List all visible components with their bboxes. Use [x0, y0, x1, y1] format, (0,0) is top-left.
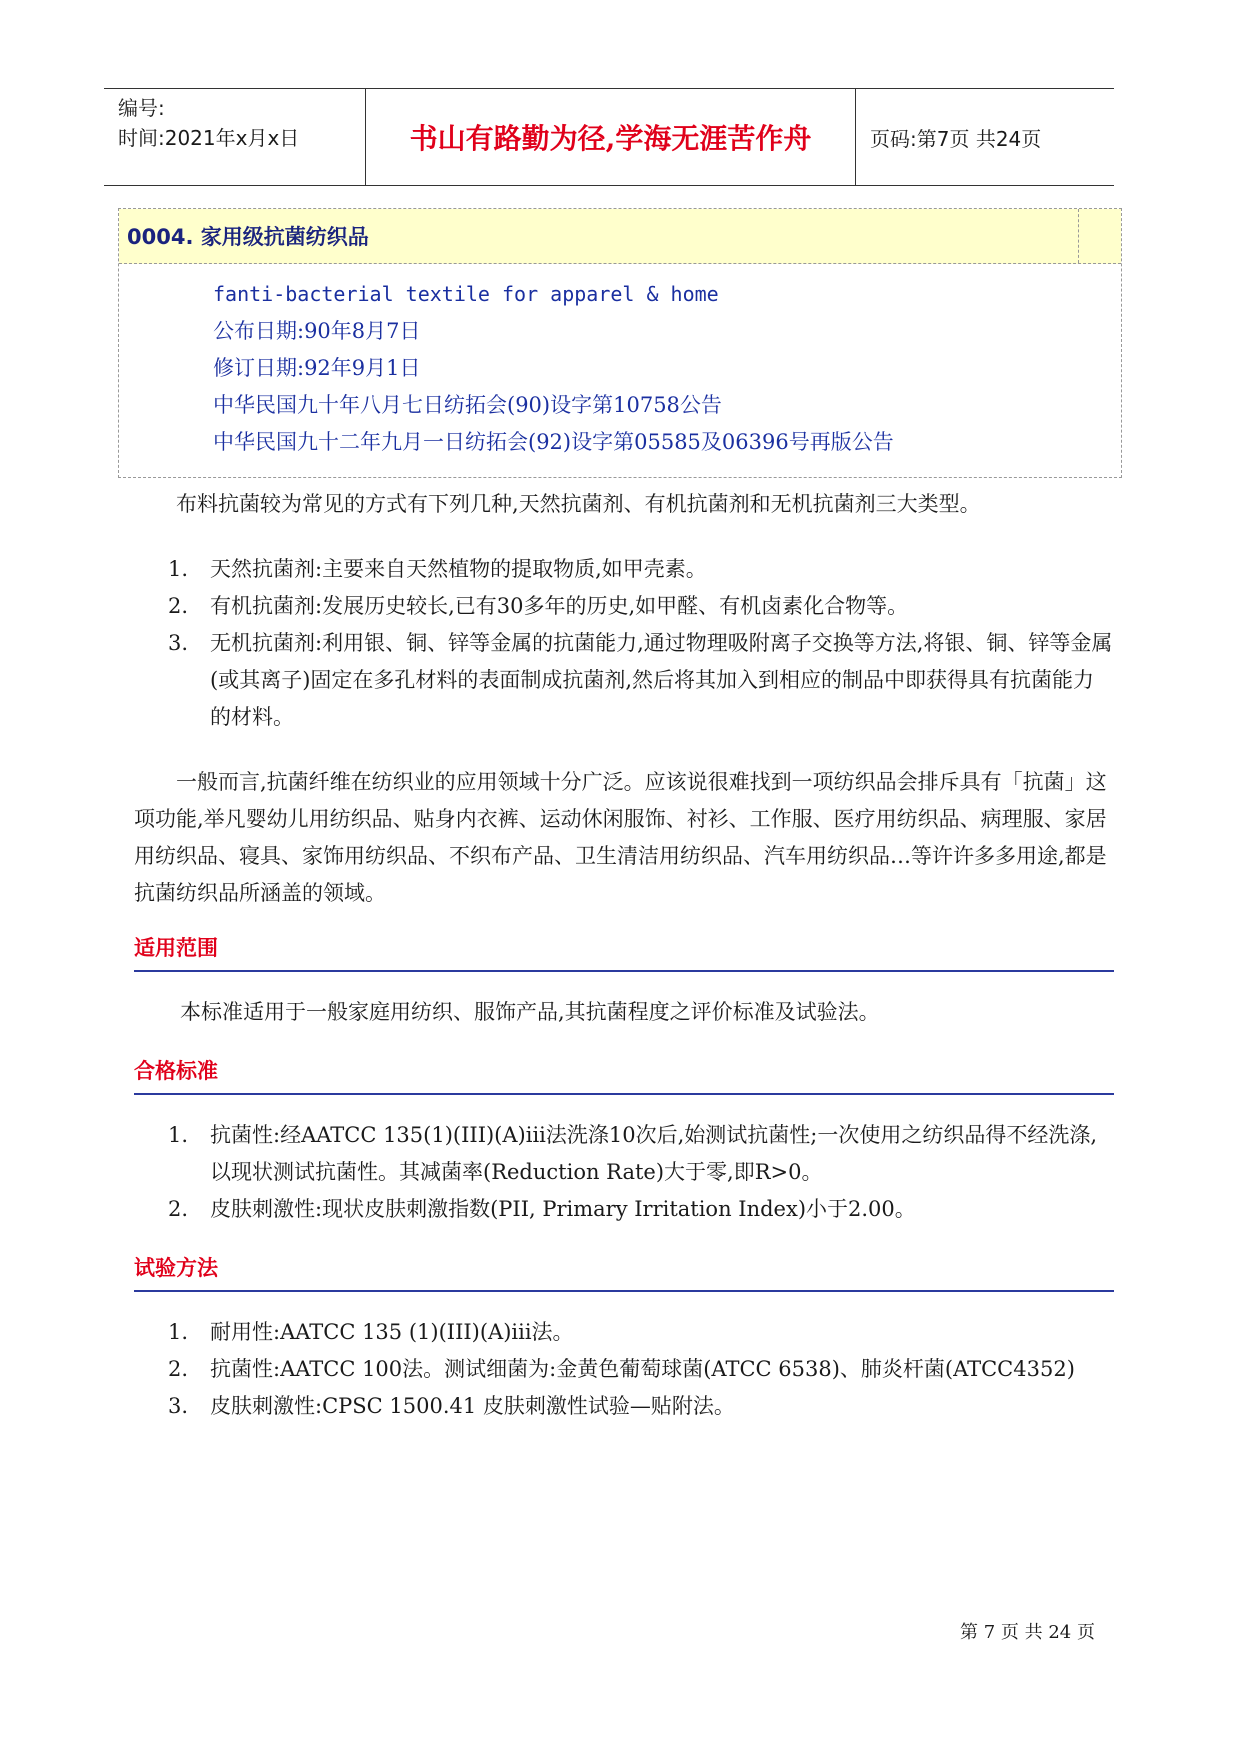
scope-paragraph: 本标准适用于一般家庭用纺织、服饰产品,其抗菌程度之评价标准及试验法。 — [180, 1000, 880, 1024]
notice-1: 中华民国九十年八月七日纺拓会(90)设字第10758公告 — [213, 393, 722, 417]
scope-heading: 适用范围 — [134, 930, 1114, 972]
header-meta — [104, 89, 366, 185]
methods-heading: 试验方法 — [134, 1250, 1114, 1292]
time-label: 时间:2021年x月x日 — [118, 126, 300, 150]
standard-title-row — [119, 209, 1121, 264]
general-paragraph: 一般而言,抗菌纤维在纺织业的应用领域十分广泛。应该说很难找到一项纺织品会排斥具有「抗菌」这项功能,举凡婴幼儿用纺织品、贴身内衣裤、运动休闲服饰、衬衫、工作服、医疗用纺织品、病理服、家居用纺织品、寝具、家饰用纺织品、不织布产品、卫生清洁用纺织品、汽车用纺织品…等许许多多用途,都是抗菌纺织品所涵盖的领域。 — [134, 770, 1107, 905]
page-header — [104, 88, 1114, 186]
page-footer: 第 7 页 共 24 页 — [960, 1622, 1095, 1643]
main-content — [134, 486, 1114, 1425]
intro-paragraph: 布料抗菌较为常见的方式有下列几种,天然抗菌剂、有机抗菌剂和无机抗菌剂三大类型。 — [176, 492, 981, 516]
header-slogan: 书山有路勤为径,学海无涯苦作舟 — [366, 89, 856, 185]
standard-english-name: fanti-bacterial textile for apparel & home — [213, 282, 719, 306]
criteria-list — [134, 1117, 1114, 1228]
number-label: 编号: — [118, 96, 165, 120]
criteria-heading: 合格标准 — [134, 1053, 1114, 1095]
standard-box — [118, 208, 1122, 478]
antibacterial-types-list — [134, 551, 1114, 736]
list-item: 1. 耐用性:AATCC 135 (1)(III)(A)iii法。 — [168, 1320, 574, 1344]
list-item: 1. 抗菌性:经AATCC 135(1)(III)(A)iii法洗涤10次后,始测试抗菌性;一次使用之纺织品得不经洗涤,以现状测试抗菌性。其减菌率(Reduction Rate)大于零,即R>0。 — [168, 1123, 1098, 1184]
cell-divider — [1078, 209, 1079, 263]
list-item: 2. 有机抗菌剂:发展历史较长,已有30多年的历史,如甲醛、有机卤素化合物等。 — [168, 594, 909, 618]
list-item: 3. 皮肤刺激性:CPSC 1500.41 皮肤刺激性试验—贴附法。 — [168, 1394, 735, 1418]
revise-date: 修订日期:92年9月1日 — [213, 356, 421, 380]
list-item: 2. 抗菌性:AATCC 100法。测试细菌为:金黄色葡萄球菌(ATCC 6538)、肺炎杆菌(ATCC4352) — [168, 1357, 1075, 1381]
methods-list — [134, 1314, 1114, 1425]
standard-body — [119, 264, 1121, 461]
publish-date: 公布日期:90年8月7日 — [213, 319, 421, 343]
list-item: 1. 天然抗菌剂:主要来自天然植物的提取物质,如甲壳素。 — [168, 557, 707, 581]
list-item: 3. 无机抗菌剂:利用银、铜、锌等金属的抗菌能力,通过物理吸附离子交换等方法,将银、铜、锌等金属(或其离子)固定在多孔材料的表面制成抗菌剂,然后将其加入到相应的制品中即获得具有抗菌能力的材料。 — [168, 631, 1113, 729]
header-page-label: 页码:第7页 共24页 — [870, 126, 1042, 151]
standard-title: 0004. 家用级抗菌纺织品 — [127, 225, 369, 249]
list-item: 2. 皮肤刺激性:现状皮肤刺激指数(PII, Primary Irritation Index)小于2.00。 — [168, 1197, 916, 1221]
notice-2: 中华民国九十二年九月一日纺拓会(92)设字第05585及06396号再版公告 — [213, 430, 894, 454]
